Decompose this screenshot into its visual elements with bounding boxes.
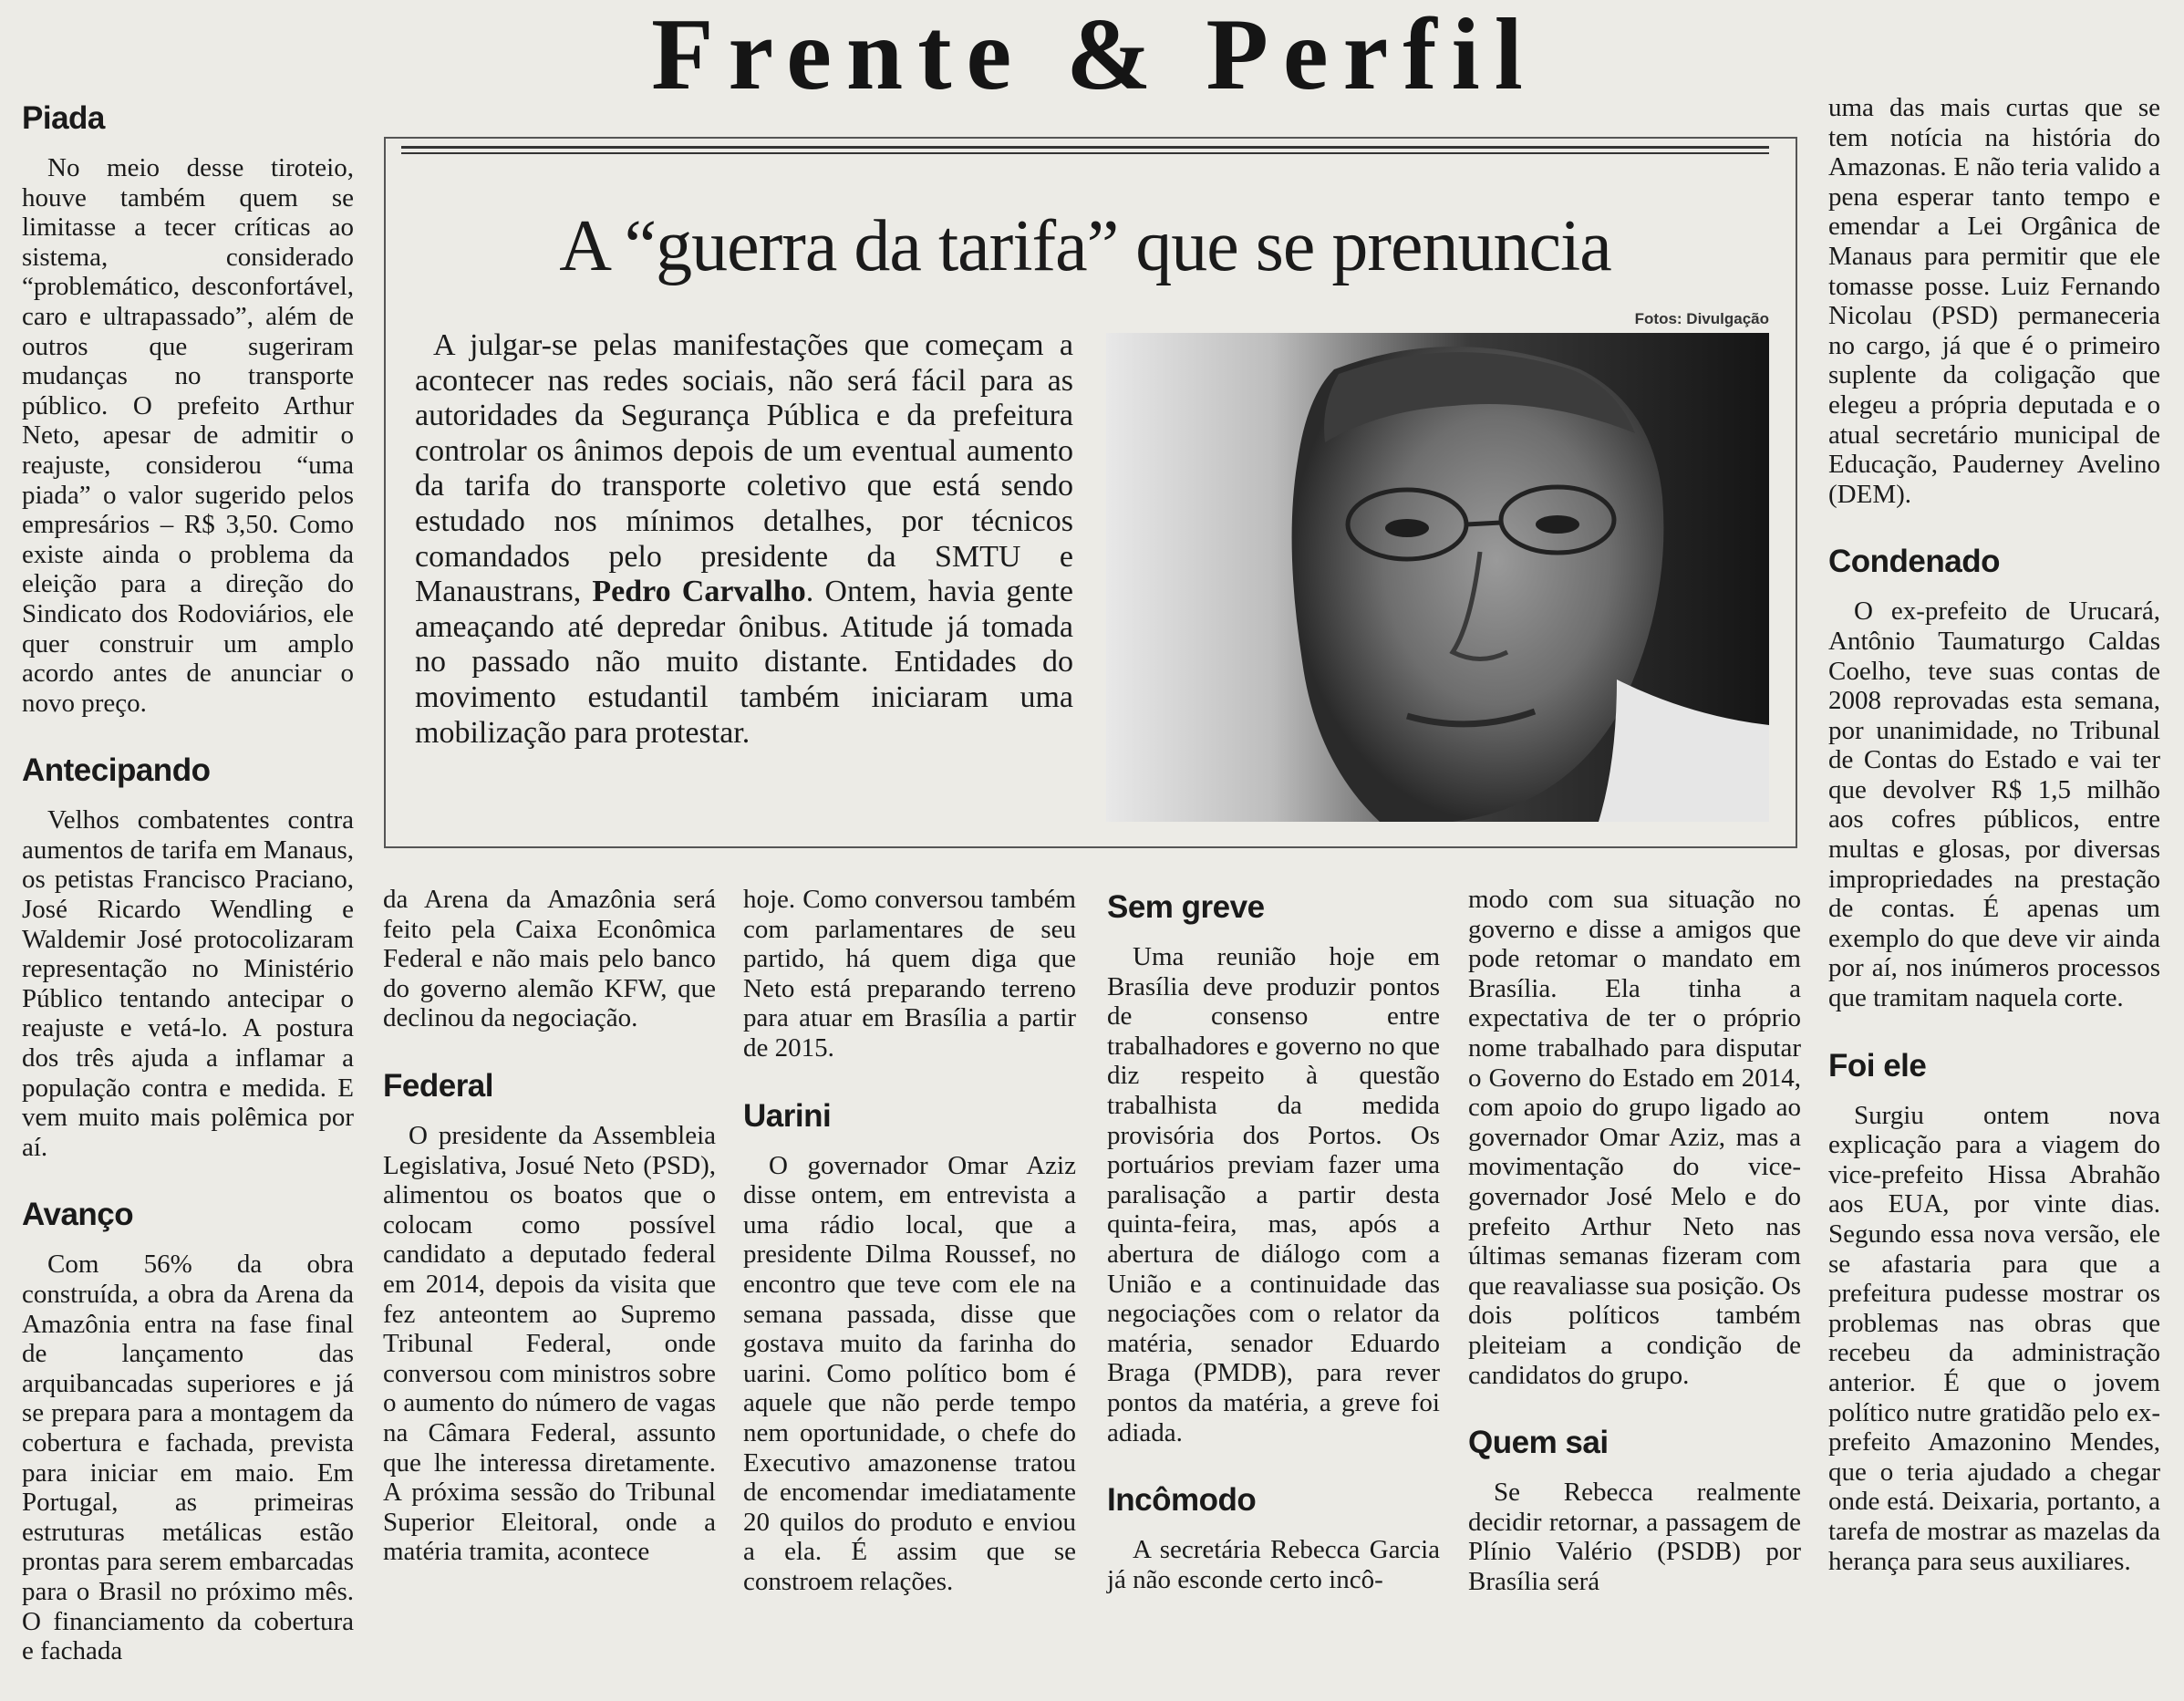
section-incomodo	[1107, 1482, 1440, 1594]
lead-text-before: A julgar-se pelas manifestações que começam a acontecer nas redes sociais, não será fácil para as autoridades da Segurança Pública e da prefeitura controlar os ânimos depois de um eventual aumento da tarifa do transporte coletivo que está sendo estudado nos mínimos detalhes, por técnicos comandados pelo presidente da SMTU e Manaustrans,	[415, 328, 1073, 609]
headline: A “guerra da tarifa” que se prenuncia	[559, 206, 1611, 286]
section-antecipando	[22, 752, 354, 1162]
section-title-antecipando: Antecipando	[22, 752, 211, 789]
section-quem-sai	[1468, 1425, 1801, 1596]
section-title-condenado: Condenado	[1828, 544, 2000, 580]
column-2	[383, 885, 716, 1602]
section-federal	[383, 1068, 716, 1567]
section-sem-greve	[1107, 889, 1440, 1447]
section-text-incomodo: A secretária Rebecca Garcia já não esconde certo incô-	[1107, 1535, 1440, 1594]
section-title-piada: Piada	[22, 100, 105, 136]
section-title-quem-sai: Quem sai	[1468, 1425, 1609, 1461]
lead-name: Pedro Carvalho	[592, 575, 806, 609]
section-text-antecipando: Velhos combatentes contra aumentos de tarifa em Manaus, os petistas Francisco Praciano, José Ricardo Wendling e Waldemir José protocolizaram representação no Ministério Público tentando antecipar o reajuste e vetá-lo. A postura dos três ajuda a inflamar a população contra e medida. E vem muito mais polêmica por aí.	[22, 805, 354, 1162]
lead-text-after: . Ontem, havia gente ameaçando até depredar ônibus. Atitude já tomada no passado não muito distante. Entidades do movimento estudantil também iniciaram uma mobilização para protestar.	[415, 575, 1073, 750]
section-title-sem-greve: Sem greve	[1107, 889, 1265, 925]
section-text-foi-ele: Surgiu ontem nova explicação para a viagem do vice-prefeito Hissa Abrahão aos EUA, por vinte dias. Segundo essa nova versão, ele se afastaria para que a prefeitura pudesse mostrar os problemas nas obras que recebeu da administração anterior. É que o jovem político nutre gratidão pelo ex-prefeito Amazonino Mendes, que o teria ajudado a chegar onde está. Deixaria, portanto, a tarefa de mostrar as mazelas da herança para seus auxiliares.	[1828, 1100, 2160, 1576]
section-avanco	[22, 1197, 354, 1665]
section-text-piada: No meio desse tiroteio, houve também quem se limitasse a tecer críticas ao sistema, considerado “problemático, desconfortável, caro e ultrapassado”, além de outros que sugeriram mudanças no transporte público. O prefeito Arthur Neto, apesar de admitir o reajuste, considerou “uma piada” o valor sugerido pelos empresários – R$ 3,50. Como existe ainda o problema da eleição para a direção do Sindicato dos Rodoviários, ele quer construir um amplo acordo antes de anunciar o novo preço.	[22, 153, 354, 718]
section-title-uarini: Uarini	[743, 1097, 832, 1134]
section-text-condenado: O ex-prefeito de Urucará, Antônio Taumaturgo Caldas Coelho, teve suas contas de 2008 reprovadas esta semana, por unanimidade, no Tribunal de Contas do Estado e vai ter que devolver R$ 1,5 milhão aos cofres públicos, entre multas e glosas, por diversas impropriedades na prestação de contas. É apenas um exemplo do que deve vir ainda por aí, nos inúmeros processos que tramitam naquela corte.	[1828, 596, 2160, 1013]
box-top-rule	[401, 146, 1769, 154]
section-condenado	[1828, 544, 2160, 1012]
section-text-sem-greve: Uma reunião hoje em Brasília deve produzir pontos de consenso entre trabalhadores e governo no que diz respeito à questão trabalhista da medida provisória dos Portos. Os portuários previam fazer uma paralisação a partir desta quinta-feira, mas, após a abertura de diálogo com a União e a continuidade das negociações com o relator da matéria, senador Eduardo Braga (PMDB), para rever pontos da matéria, a greve foi adiada.	[1107, 942, 1440, 1447]
section-text-avanco: Com 56% da obra construída, a obra da Arena da Amazônia entra na fase final de lançamento das arquibancadas superiores e já se prepara para a montagem da cobertura e fachada, prevista para iniciar em maio. Em Portugal, as primeiras estruturas metálicas estão prontas para serem embarcadas para o Brasil no próximo mês. O financiamento da cobertura e fachada	[22, 1250, 354, 1666]
column-3	[743, 885, 1076, 1631]
column-5	[1468, 885, 1801, 1631]
section-piada	[22, 100, 354, 718]
section-arena-cont	[383, 885, 716, 1033]
section-neto-cont	[743, 885, 1076, 1063]
section-title-avanco: Avanço	[22, 1197, 134, 1233]
column-4	[1107, 889, 1440, 1629]
section-plinio-cont	[1828, 93, 2160, 509]
section-text-rebecca-cont: modo com sua situação no governo e disse a amigos que pode retomar o mandato em Brasília. Ela tinha a expectativa de ter o próprio nome trabalhado para disputar o Governo do Estado em 2014, com apoio do grupo ligado ao governador Omar Aziz, mas a movimentação do vice-governador José Melo e do prefeito Arthur Neto nas últimas semanas fizeram com que reavaliasse sua posição. Os dois políticos também pleiteiam a condição de candidatos do grupo.	[1468, 885, 1801, 1390]
section-title-foi-ele: Foi ele	[1828, 1047, 1927, 1084]
section-text-arena-cont: da Arena da Amazônia será feito pela Caixa Econômica Federal e não mais pelo banco do governo alemão KFW, que declinou da negociação.	[383, 885, 716, 1033]
section-rebecca-cont	[1468, 885, 1801, 1390]
section-text-plinio-cont: uma das mais curtas que se tem notícia na história do Amazonas. E não teria valido a pena esperar tanto tempo e emendar a Lei Orgânica de Manaus para permitir que ele tomasse posse. Luiz Fernando Nicolau (PSD) permaneceria no cargo, já que é o primeiro suplente da coligação que elegeu a própria deputada e o atual secretário municipal de Educação, Pauderney Avelino (DEM).	[1828, 93, 2160, 509]
section-text-uarini: O governador Omar Aziz disse ontem, em entrevista a uma rádio local, que a presidente Dilma Roussef, no encontro que teve com ele na semana passada, disse que gostava muito da farinha do uarini. Como político bom é aquele que não perde tempo nem oportunidade, o chefe do Executivo amazonense tratou de encomendar imediatamente 20 quilos do produto e enviou a ela. É assim que se constroem relações.	[743, 1150, 1076, 1596]
column-6	[1828, 93, 2160, 1611]
section-text-neto-cont: hoje. Como conversou também com parlamentares de seu partido, há quem diga que Neto está preparando terreno para atuar em Brasília a partir de 2015.	[743, 885, 1076, 1063]
section-foi-ele	[1828, 1048, 2160, 1577]
portrait-photo	[1106, 333, 1769, 822]
section-text-federal: O presidente da Assembleia Legislativa, Josué Neto (PSD), alimentou os boatos que o colocam como possível candidato a deputado federal em 2014, depois da visita que fez anteontem ao Supremo Tribunal Federal, onde conversou com ministros sobre o aumento do número de vagas na Câmara Federal, assunto que lhe interessa diretamente. A próxima sessão do Tribunal Superior Eleitoral, onde a matéria tramita, acontece	[383, 1120, 716, 1567]
lead-paragraph	[415, 328, 1073, 751]
portrait-illustration	[1106, 333, 1769, 822]
section-uarini	[743, 1098, 1076, 1597]
section-title-federal: Federal	[383, 1067, 493, 1104]
section-text-quem-sai: Se Rebecca realmente decidir retornar, a passagem de Plínio Valério (PSDB) por Brasília será	[1468, 1478, 1801, 1596]
column-1	[22, 100, 354, 1701]
photo-credit: Fotos: Divulgação	[1634, 310, 1769, 327]
masthead: Frente & Perfil	[651, 0, 1537, 111]
section-title-incomodo: Incômodo	[1107, 1482, 1257, 1519]
